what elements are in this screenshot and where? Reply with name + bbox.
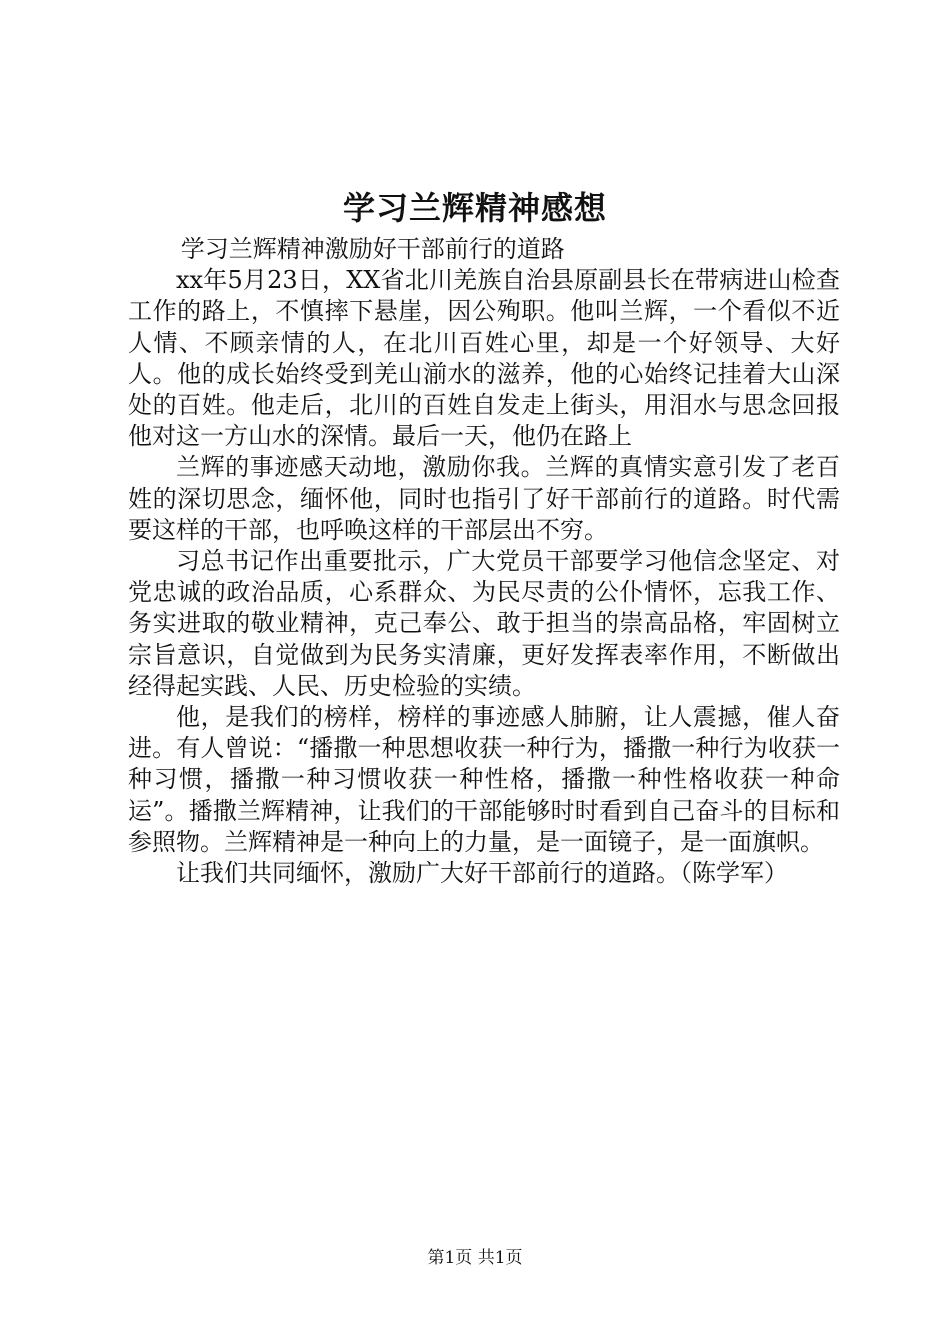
document-subtitle: 学习兰辉精神激励好干部前行的道路 [180,235,565,263]
paragraph-3: 习总书记作出重要批示，广大党员干部要学习他信念坚定、对党忠诚的政治品质，心系群众、为民尽责的公仆情怀，忘我工作、务实进取的敬业精神，克己奉公、敢于担当的崇高品格，牢固树立宗旨意识，自觉做到为民务实清廉，更好发挥表率作用，不断做出经得起实践、人民、历史检验的实绩。 [128,547,840,700]
page-number-footer: 第1页 共1页 [427,1248,523,1268]
document-body [128,234,840,889]
page-title: 学习兰辉精神感想 [342,189,607,227]
paragraph-4: 他，是我们的榜样，榜样的事迹感人肺腑，让人震撼，催人奋进。有人曾说：“播撒一种思想收获一种行为，播撒一种行为收获一种习惯，播撒一种习惯收获一种性格，播撒一种性格收获一种命运”。播撒兰辉精神，让我们的干部能够时时看到自己奋斗的目标和参照物。兰辉精神是一种向上的力量，是一面镜子，是一面旗帜。 [128,703,840,856]
paragraph-5: 让我们共同缅怀，激励广大好干部前行的道路。（陈学军） [176,859,788,888]
paragraph-1: xx年5月23日，XX省北川羌族自治县原副县长在带病进山检查工作的路上，不慎摔下悬崖，因公殉职。他叫兰辉，一个看似不近人情、不顾亲情的人，在北川百姓心里，却是一个好领导、大好人。他的成长始终受到羌山湔水的滋养，他的心始终记挂着大山深处的百姓。他走后，北川的百姓自发走上街头，用泪水与思念回报他对这一方山水的深情。最后一天，他仍在路上 [128,266,840,451]
paragraph-2: 兰辉的事迹感天动地，激励你我。兰辉的真情实意引发了老百姓的深切思念，缅怀他，同时也指引了好干部前行的道路。时代需要这样的干部，也呼唤这样的干部层出不穷。 [128,453,840,544]
